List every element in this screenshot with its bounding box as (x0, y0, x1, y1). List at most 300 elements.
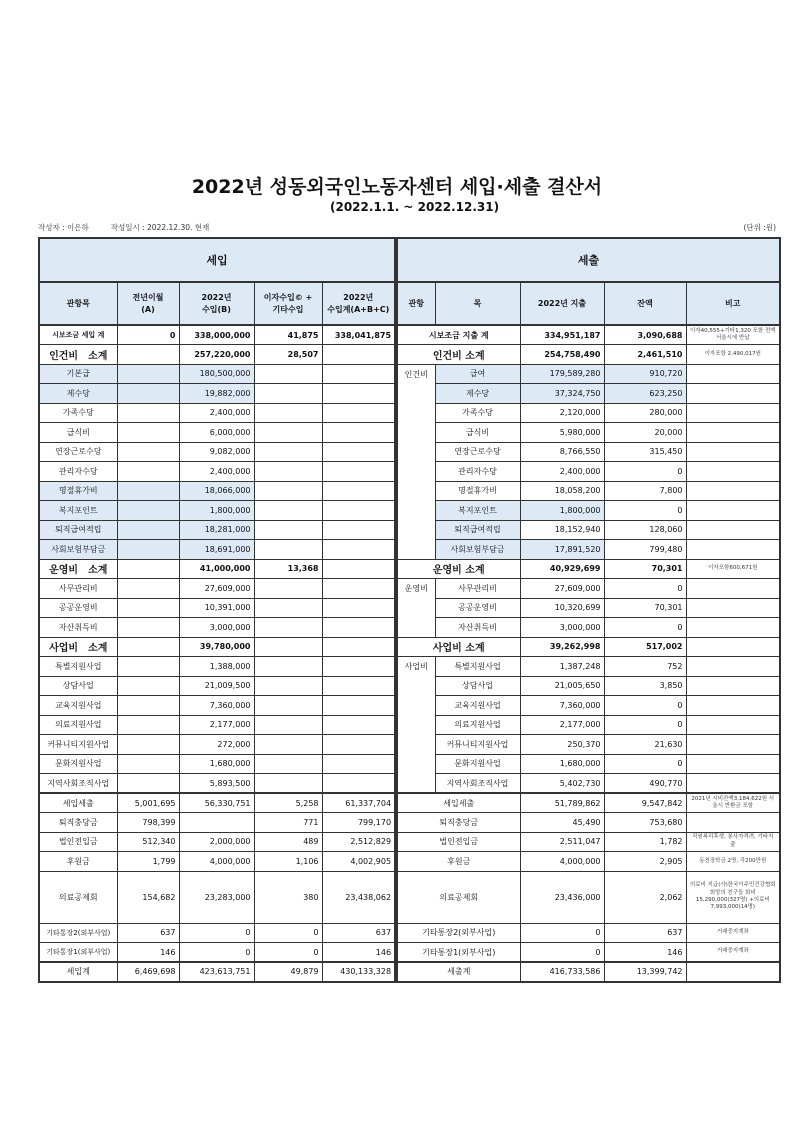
remark-cell: 직원복리후생, 봉사자격려, 기타지출 (686, 832, 780, 852)
group-label: 운영비 (397, 579, 435, 638)
amount-cell: 0 (604, 618, 686, 638)
amount-cell: 0 (604, 462, 686, 482)
row-label: 기본급 (39, 364, 117, 384)
amount-cell: 2,512,829 (322, 832, 395, 852)
amount-cell: 4,000,000 (179, 852, 254, 872)
amount-cell (322, 618, 395, 638)
table-row (39, 696, 395, 716)
amount-cell: 623,250 (604, 384, 686, 404)
row-label: 특별지원사업 (39, 657, 117, 677)
remark-cell (686, 962, 780, 982)
amount-cell (322, 442, 395, 462)
item-label: 가족수당 (435, 403, 520, 423)
amount-cell (322, 345, 395, 365)
table-row (39, 871, 395, 923)
row-label: 퇴직급여적립 (39, 520, 117, 540)
remark-cell (686, 754, 780, 774)
remark-cell (686, 696, 780, 716)
amount-cell: 27,609,000 (179, 579, 254, 599)
amount-cell: 2,400,000 (179, 403, 254, 423)
amount-cell: 315,450 (604, 442, 686, 462)
column-header: 관항목 (39, 282, 117, 325)
table-row (39, 540, 395, 560)
table-row (39, 345, 395, 365)
amount-cell (322, 540, 395, 560)
amount-cell (179, 813, 254, 833)
amount-cell: 146 (604, 943, 686, 963)
amount-cell: 2,461,510 (604, 345, 686, 365)
row-label: 세입세출 (39, 793, 117, 813)
column-header: 이자수입© + 기타수입 (254, 282, 322, 325)
amount-cell: 40,929,699 (520, 559, 604, 579)
row-label: 사무관리비 (39, 579, 117, 599)
table-row (39, 423, 395, 443)
remark-cell: 거래중지계좌 (686, 923, 780, 943)
amount-cell: 512,340 (117, 832, 179, 852)
amount-cell (254, 579, 322, 599)
amount-cell: 2,000,000 (179, 832, 254, 852)
amount-cell: 1,782 (604, 832, 686, 852)
table-row (39, 962, 395, 982)
amount-cell (254, 676, 322, 696)
amount-cell (322, 754, 395, 774)
amount-cell: 23,436,000 (520, 871, 604, 923)
table-row (39, 676, 395, 696)
table-row (397, 501, 780, 521)
amount-cell (254, 481, 322, 501)
amount-cell: 45,490 (520, 813, 604, 833)
amount-cell: 7,800 (604, 481, 686, 501)
amount-cell: 180,500,000 (179, 364, 254, 384)
table-row (39, 852, 395, 872)
row-label: 사회보험부담금 (39, 540, 117, 560)
amount-cell: 3,000,000 (179, 618, 254, 638)
row-label: 사업비 소계 (397, 637, 520, 657)
amount-cell (117, 403, 179, 423)
amount-cell: 1,106 (254, 852, 322, 872)
item-label: 자산취득비 (435, 618, 520, 638)
remark-cell: 거래중지계좌 (686, 943, 780, 963)
amount-cell (254, 364, 322, 384)
table-row (39, 618, 395, 638)
amount-cell: 41,875 (254, 325, 322, 345)
table-row (39, 364, 395, 384)
amount-cell: 28,507 (254, 345, 322, 365)
amount-cell: 21,630 (604, 735, 686, 755)
table-row (397, 715, 780, 735)
amount-cell (117, 735, 179, 755)
amount-cell: 23,283,000 (179, 871, 254, 923)
table-row (397, 735, 780, 755)
expenditure-table (396, 237, 781, 983)
amount-cell: 4,000,000 (520, 852, 604, 872)
amount-cell: 1,680,000 (179, 754, 254, 774)
amount-cell (254, 442, 322, 462)
table-row (397, 696, 780, 716)
section-header: 세입 (39, 238, 395, 282)
amount-cell (254, 637, 322, 657)
remark-cell (686, 520, 780, 540)
amount-cell: 0 (179, 943, 254, 963)
table-row (397, 923, 780, 943)
amount-cell: 9,547,842 (604, 793, 686, 813)
amount-cell: 5,001,695 (117, 793, 179, 813)
row-label: 기타통장1(외부사업) (39, 943, 117, 963)
amount-cell: 39,780,000 (179, 637, 254, 657)
amount-cell: 0 (254, 923, 322, 943)
amount-cell (254, 657, 322, 677)
table-row (397, 598, 780, 618)
amount-cell (117, 715, 179, 735)
row-label: 명절휴가비 (39, 481, 117, 501)
amount-cell (117, 696, 179, 716)
amount-cell (117, 364, 179, 384)
table-row (397, 676, 780, 696)
amount-cell: 0 (520, 943, 604, 963)
row-label: 법인전입금 (39, 832, 117, 852)
item-label: 명절휴가비 (435, 481, 520, 501)
amount-cell: 338,041,875 (322, 325, 395, 345)
table-row (39, 598, 395, 618)
row-label: 기타통장1(외부사업) (397, 943, 520, 963)
amount-cell (322, 598, 395, 618)
remark-cell (686, 676, 780, 696)
amount-cell (322, 657, 395, 677)
table-row (39, 923, 395, 943)
amount-cell (322, 481, 395, 501)
amount-cell (254, 735, 322, 755)
table-row (397, 325, 780, 345)
table-row (39, 559, 395, 579)
table-row (39, 813, 395, 833)
amount-cell: 334,951,187 (520, 325, 604, 345)
row-label: 후원금 (39, 852, 117, 872)
remark-cell (686, 423, 780, 443)
row-label: 가족수당 (39, 403, 117, 423)
amount-cell (117, 442, 179, 462)
row-label: 시보조금 세입 계 (39, 325, 117, 345)
row-label: 지역사회조직사업 (39, 774, 117, 794)
amount-cell: 18,152,940 (520, 520, 604, 540)
amount-cell (254, 423, 322, 443)
amount-cell: 70,301 (604, 559, 686, 579)
amount-cell: 1,680,000 (520, 754, 604, 774)
table-row (39, 637, 395, 657)
row-label: 자산취득비 (39, 618, 117, 638)
table-row (39, 579, 395, 599)
table-row (39, 325, 395, 345)
amount-cell: 20,000 (604, 423, 686, 443)
row-label: 퇴직충당금 (39, 813, 117, 833)
table-row (397, 793, 780, 813)
remark-cell: 2021년 시비잔액3,184,622원 서울시 반환금 포함 (686, 793, 780, 813)
table-row (397, 345, 780, 365)
row-label: 급식비 (39, 423, 117, 443)
table-row (397, 282, 780, 325)
amount-cell (322, 579, 395, 599)
table-row (39, 501, 395, 521)
amount-cell (322, 403, 395, 423)
amount-cell (254, 715, 322, 735)
amount-cell: 17,891,520 (520, 540, 604, 560)
table-row (39, 715, 395, 735)
item-label: 교육지원사업 (435, 696, 520, 716)
amount-cell (117, 637, 179, 657)
amount-cell (254, 501, 322, 521)
row-label: 세입계 (39, 962, 117, 982)
remark-cell: 의료비 지급(사)한국이주민건강협회 희망의 친구들 회비 15,290,000(327명) +의료비7,993,000(14명) (686, 871, 780, 923)
remark-cell (686, 735, 780, 755)
amount-cell: 771 (254, 813, 322, 833)
remark-cell (686, 657, 780, 677)
amount-cell: 146 (322, 943, 395, 963)
amount-cell: 154,682 (117, 871, 179, 923)
item-label: 커뮤니티지원사업 (435, 735, 520, 755)
remark-cell (686, 637, 780, 657)
row-label: 운영비 소계 (397, 559, 520, 579)
amount-cell: 799,480 (604, 540, 686, 560)
amount-cell: 0 (117, 325, 179, 345)
amount-cell: 257,220,000 (179, 345, 254, 365)
amount-cell: 5,980,000 (520, 423, 604, 443)
amount-cell: 18,058,200 (520, 481, 604, 501)
table-row (397, 813, 780, 833)
column-header: 관항 (397, 282, 435, 325)
amount-cell: 39,262,998 (520, 637, 604, 657)
table-row (397, 238, 780, 282)
row-label: 관리자수당 (39, 462, 117, 482)
amount-cell: 7,360,000 (520, 696, 604, 716)
item-label: 특별지원사업 (435, 657, 520, 677)
row-label: 기타통장2(외부사업) (39, 923, 117, 943)
table-row (397, 618, 780, 638)
amount-cell: 1,800,000 (179, 501, 254, 521)
row-label: 사업비 소계 (39, 637, 117, 657)
amount-cell: 21,009,500 (179, 676, 254, 696)
amount-cell: 21,005,650 (520, 676, 604, 696)
amount-cell (117, 345, 179, 365)
table-row (397, 520, 780, 540)
amount-cell: 799,170 (322, 813, 395, 833)
table-row (397, 871, 780, 923)
row-label: 기타통장2(외부사업) (397, 923, 520, 943)
table-row (39, 282, 395, 325)
amount-cell: 2,177,000 (520, 715, 604, 735)
remark-cell (686, 715, 780, 735)
remark-cell (686, 364, 780, 384)
amount-cell (117, 540, 179, 560)
amount-cell: 5,402,730 (520, 774, 604, 794)
row-label: 후원금 (397, 852, 520, 872)
column-header: 전년이월 (A) (117, 282, 179, 325)
table-row (397, 462, 780, 482)
row-label: 의료공제회 (397, 871, 520, 923)
row-label: 세입세출 (397, 793, 520, 813)
amount-cell: 637 (322, 923, 395, 943)
remark-cell (686, 481, 780, 501)
amount-cell (322, 559, 395, 579)
amount-cell: 13,399,742 (604, 962, 686, 982)
amount-cell (117, 462, 179, 482)
table-row (39, 403, 395, 423)
row-label: 문화지원사업 (39, 754, 117, 774)
unit-label: (단위 :원) (743, 223, 776, 232)
table-row (39, 754, 395, 774)
amount-cell (117, 423, 179, 443)
amount-cell: 254,758,490 (520, 345, 604, 365)
amount-cell: 13,368 (254, 559, 322, 579)
item-label: 공공운영비 (435, 598, 520, 618)
row-label: 공공운영비 (39, 598, 117, 618)
amount-cell: 2,120,000 (520, 403, 604, 423)
row-label: 상담사업 (39, 676, 117, 696)
amount-cell (117, 501, 179, 521)
row-label: 복지포인트 (39, 501, 117, 521)
amount-cell: 18,691,000 (179, 540, 254, 560)
column-header: 잔액 (604, 282, 686, 325)
table-row (397, 559, 780, 579)
amount-cell: 637 (604, 923, 686, 943)
amount-cell: 27,609,000 (520, 579, 604, 599)
amount-cell: 2,177,000 (179, 715, 254, 735)
amount-cell: 416,733,586 (520, 962, 604, 982)
amount-cell (322, 676, 395, 696)
table-row (39, 832, 395, 852)
remark-cell (686, 540, 780, 560)
amount-cell: 5,893,500 (179, 774, 254, 794)
table-row (397, 637, 780, 657)
amount-cell: 490,770 (604, 774, 686, 794)
amount-cell: 430,133,328 (322, 962, 395, 982)
amount-cell: 19,882,000 (179, 384, 254, 404)
row-label: 의료지원사업 (39, 715, 117, 735)
amount-cell: 0 (254, 943, 322, 963)
amount-cell (254, 384, 322, 404)
amount-cell (254, 696, 322, 716)
amount-cell: 18,066,000 (179, 481, 254, 501)
item-label: 상담사업 (435, 676, 520, 696)
amount-cell (322, 423, 395, 443)
author: 작성자 : 이은하 (38, 223, 89, 232)
amount-cell: 3,000,000 (520, 618, 604, 638)
row-label: 연장근로수당 (39, 442, 117, 462)
amount-cell (117, 754, 179, 774)
amount-cell: 37,324,750 (520, 384, 604, 404)
row-label: 세출계 (397, 962, 520, 982)
amount-cell (117, 598, 179, 618)
row-label: 법인전입금 (397, 832, 520, 852)
amount-cell (322, 501, 395, 521)
amount-cell: 128,060 (604, 520, 686, 540)
amount-cell: 798,399 (117, 813, 179, 833)
amount-cell: 2,400,000 (520, 462, 604, 482)
row-label: 인건비 소계 (39, 345, 117, 365)
amount-cell: 2,905 (604, 852, 686, 872)
amount-cell (322, 520, 395, 540)
section-header: 세출 (397, 238, 780, 282)
column-header: 목 (435, 282, 520, 325)
row-label: 교육지원사업 (39, 696, 117, 716)
amount-cell: 0 (604, 696, 686, 716)
amount-cell (254, 462, 322, 482)
column-header: 2022년 수입계(A+B+C) (322, 282, 395, 325)
page-title: 2022년 성동외국인노동자센터 세입·세출 결산서 (191, 176, 603, 198)
amount-cell (254, 754, 322, 774)
remark-cell (686, 442, 780, 462)
amount-cell: 179,589,280 (520, 364, 604, 384)
amount-cell: 1,800,000 (520, 501, 604, 521)
amount-cell: 2,062 (604, 871, 686, 923)
item-label: 사무관리비 (435, 579, 520, 599)
remark-cell (686, 384, 780, 404)
remark-cell (686, 462, 780, 482)
item-label: 급식비 (435, 423, 520, 443)
row-label: 퇴직충당금 (397, 813, 520, 833)
remark-cell (686, 774, 780, 794)
table-row (39, 657, 395, 677)
amount-cell: 49,879 (254, 962, 322, 982)
period: (2022.1.1. ~ 2022.12.31) (330, 200, 500, 214)
amount-cell (117, 676, 179, 696)
item-label: 사회보험부담금 (435, 540, 520, 560)
amount-cell (117, 520, 179, 540)
item-label: 복지포인트 (435, 501, 520, 521)
table-row (397, 657, 780, 677)
table-row (397, 384, 780, 404)
table-row (39, 384, 395, 404)
amount-cell: 380 (254, 871, 322, 923)
amount-cell (117, 481, 179, 501)
amount-cell (117, 559, 179, 579)
table-row (397, 403, 780, 423)
row-label: 운영비 소계 (39, 559, 117, 579)
amount-cell: 6,000,000 (179, 423, 254, 443)
amount-cell (322, 774, 395, 794)
amount-cell: 23,438,062 (322, 871, 395, 923)
row-label: 제수당 (39, 384, 117, 404)
amount-cell: 7,360,000 (179, 696, 254, 716)
remark-cell: 동천장학금 2명, 각200만원 (686, 852, 780, 872)
remark-cell (686, 813, 780, 833)
amount-cell: 0 (604, 579, 686, 599)
amount-cell: 752 (604, 657, 686, 677)
amount-cell (322, 364, 395, 384)
amount-cell: 2,511,047 (520, 832, 604, 852)
amount-cell (322, 735, 395, 755)
amount-cell: 51,789,862 (520, 793, 604, 813)
remark-cell: 이자40,555+기타1,320 포함 전액 서울시에 반납 (686, 325, 780, 345)
amount-cell: 1,799 (117, 852, 179, 872)
table-row (397, 832, 780, 852)
item-label: 퇴직급여적립 (435, 520, 520, 540)
amount-cell: 0 (604, 501, 686, 521)
amount-cell (254, 403, 322, 423)
row-label: 의료공제회 (39, 871, 117, 923)
amount-cell: 41,000,000 (179, 559, 254, 579)
table-row (39, 481, 395, 501)
date: 작성일시 : 2022.12.30. 현재 (110, 223, 210, 232)
table-row (397, 754, 780, 774)
table-row (397, 540, 780, 560)
amount-cell (117, 384, 179, 404)
item-label: 급여 (435, 364, 520, 384)
amount-cell: 637 (117, 923, 179, 943)
amount-cell: 0 (604, 715, 686, 735)
amount-cell: 517,002 (604, 637, 686, 657)
amount-cell (254, 774, 322, 794)
item-label: 연장근로수당 (435, 442, 520, 462)
table-row (397, 364, 780, 384)
